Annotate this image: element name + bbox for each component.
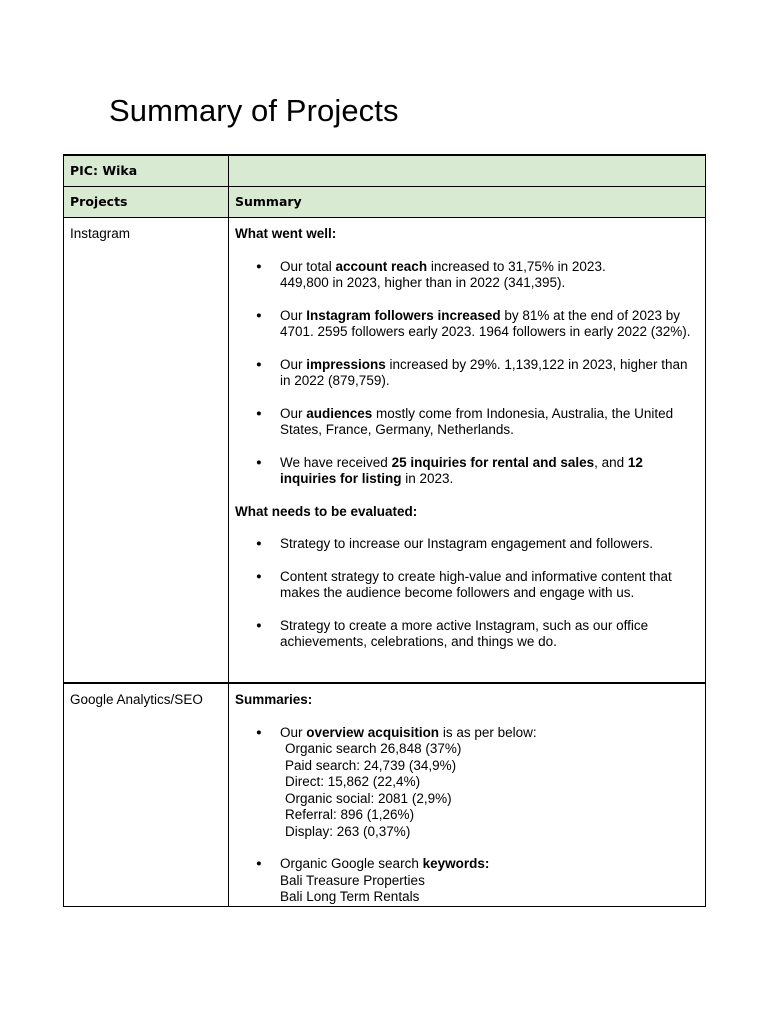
- list-item: ● Our total account reach increased to 31,75% in 2023. 449,800 in 2023, higher than in 2022 (341,395).: [235, 259, 699, 292]
- acquisition-line: Display: 263 (0,37%): [285, 823, 411, 839]
- table-row-instagram: [64, 218, 706, 684]
- column-header-projects: Projects: [64, 187, 229, 218]
- acquisition-line: Paid search: 24,739 (34,9%): [285, 757, 457, 773]
- list-item: ● Content strategy to create high-value and informative content that makes the audience become followers and engage with us.: [235, 569, 699, 602]
- pic-label: PIC: Wika: [64, 155, 229, 187]
- summary-table: [63, 154, 706, 907]
- list-item: ● Our audiences mostly come from Indonesia, Australia, the United States, France, Germany, Netherlands.: [235, 406, 699, 439]
- acquisition-line: Referral: 896 (1,26%): [285, 807, 415, 822]
- list-item: ● Our impressions increased by 29%. 1,139,122 in 2023, higher than in 2022 (879,759).: [235, 357, 699, 390]
- went-well-list: [235, 259, 699, 488]
- page-title: Summary of Projects: [109, 93, 399, 128]
- project-cell: [64, 218, 229, 684]
- list-item: ● Strategy to increase our Instagram engagement and followers.: [235, 536, 699, 553]
- keyword-line: Bali Long Term Rentals: [280, 889, 420, 904]
- summary-cell-instagram: [229, 218, 706, 684]
- pic-row: [64, 155, 706, 187]
- column-header-summary: Summary: [229, 187, 706, 218]
- list-item: ● Our overview acquisition is as per below: Organic search 26,848 (37%) Paid search: 24,739 (34,9%) Direct: 15,862 (22,4%) Organic social: 2081 (2,9%) Referral: 896 (1,26%) Display: 263 (0,37%): [235, 725, 699, 841]
- summary-cell-google-analytics: [229, 683, 706, 906]
- list-item: ● Strategy to create a more active Instagram, such as our office achievements, celebrations, and things we do.: [235, 618, 699, 651]
- header-row: [64, 187, 706, 218]
- keyword-line: Bali Treasure Properties: [280, 872, 425, 888]
- went-well-heading: What went well:: [235, 226, 337, 241]
- list-item: ● Our Instagram followers increased by 81% at the end of 2023 by 4701. 2595 followers early 2023. 1964 followers in early 2022 (32%).: [235, 308, 699, 341]
- summaries-list: [235, 725, 699, 906]
- evaluate-heading: What needs to be evaluated:: [235, 503, 418, 519]
- evaluate-list: [235, 536, 699, 651]
- project-cell: [64, 683, 229, 906]
- list-item: ● We have received 25 inquiries for rental and sales, and 12 inquiries for listing in 2023.: [235, 455, 699, 488]
- summaries-heading: Summaries:: [235, 692, 313, 707]
- acquisition-line: Direct: 15,862 (22,4%): [285, 774, 421, 789]
- pic-value: [229, 155, 706, 187]
- project-name-instagram: Instagram: [70, 226, 131, 241]
- list-item: ● Organic Google search keywords: Bali Treasure Properties Bali Long Term Rentals: [235, 856, 699, 906]
- table-row-google-analytics: [64, 683, 706, 906]
- acquisition-line: Organic search 26,848 (37%): [285, 741, 462, 756]
- project-name-google-analytics: Google Analytics/SEO: [70, 692, 203, 707]
- acquisition-line: Organic social: 2081 (2,9%): [285, 790, 452, 806]
